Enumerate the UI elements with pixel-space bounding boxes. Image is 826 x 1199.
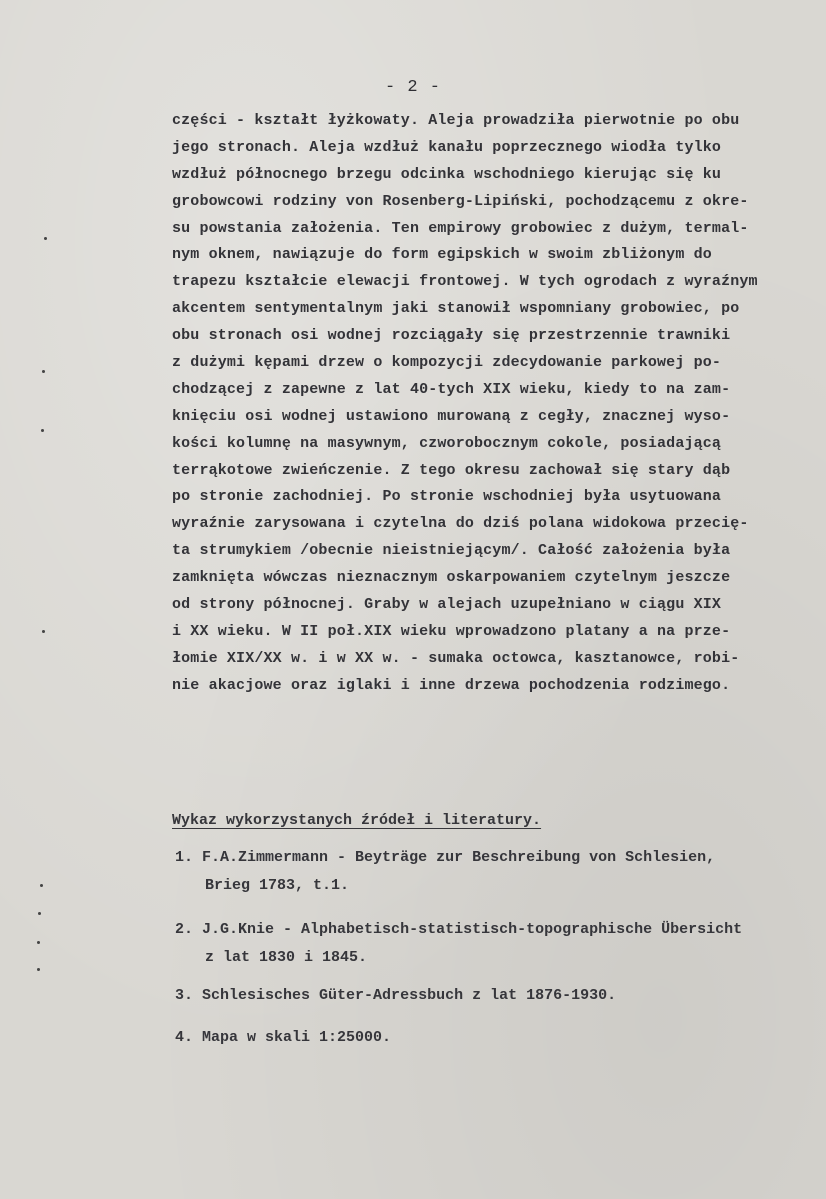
source-text: Schlesisches Güter-Adressbuch z lat 1876-1930. xyxy=(202,987,617,1004)
source-item-1 xyxy=(175,844,820,900)
margin-speck xyxy=(42,370,45,373)
source-item-3 xyxy=(175,982,820,1010)
margin-speck xyxy=(40,884,43,887)
source-item-4 xyxy=(175,1024,820,1052)
source-number: 1. xyxy=(175,849,194,866)
body-line: chodzącej z zapewne z lat 40-tych XIX wieku, kiedy to na zam- xyxy=(172,380,731,398)
source-text-continued: z lat 1830 i 1845. xyxy=(205,949,368,966)
source-text: F.A.Zimmermann - Beyträge zur Beschreibung von Schlesien, xyxy=(202,849,716,866)
margin-speck xyxy=(42,630,45,633)
margin-speck xyxy=(38,912,41,915)
body-line: terrąkotowe zwieńczenie. Z tego okresu zachował się stary dąb xyxy=(172,461,731,479)
body-line: nym oknem, nawiązuje do form egipskich w swoim zbliżonym do xyxy=(172,246,712,264)
source-text: Mapa w skali 1:25000. xyxy=(202,1029,392,1046)
body-line: po stronie zachodniej. Po stronie wschodniej była usytuowana xyxy=(172,488,722,506)
body-line: z dużymi kępami drzew o kompozycji zdecydowanie parkowej po- xyxy=(172,354,722,372)
body-line: części - kształt łyżkowaty. Aleja prowadziła pierwotnie po obu xyxy=(172,112,740,129)
source-text: J.G.Knie - Alphabetisch-statistisch-topographische Übersicht xyxy=(202,921,743,938)
margin-speck xyxy=(41,429,44,432)
body-line: nie akacjowe oraz iglaki i inne drzewa pochodzenia rodzimego. xyxy=(172,676,731,694)
page-number: - 2 - xyxy=(384,78,441,97)
body-line: kości kolumnę na masywnym, czworobocznym cokole, posiadającą xyxy=(172,434,722,452)
margin-speck xyxy=(44,237,47,240)
body-line: grobowcowi rodziny von Rosenberg-Lipiński, pochodzącemu z okre- xyxy=(172,192,749,210)
source-number: 3. xyxy=(175,987,194,1004)
source-number: 2. xyxy=(175,921,194,938)
body-line: zamknięta wówczas nieznacznym oskarpowaniem czytelnym jeszcze xyxy=(172,569,731,587)
body-line: knięciu osi wodnej ustawiono murowaną z cegły, znacznej wyso- xyxy=(172,407,731,425)
body-line: od strony północnej. Graby w alejach uzupełniano w ciągu XIX xyxy=(172,596,722,614)
source-number: 4. xyxy=(175,1029,194,1046)
body-line: su powstania założenia. Ten empirowy grobowiec z dużym, termal- xyxy=(172,219,749,237)
body-line: łomie XIX/XX w. i w XX w. - sumaka octowca, kasztanowce, robi- xyxy=(172,649,740,667)
body-line: ta strumykiem /obecnie nieistniejącym/. Całość założenia była xyxy=(172,542,731,560)
body-line: i XX wieku. W II poł.XIX wieku wprowadzono platany a na prze- xyxy=(172,622,731,640)
margin-speck xyxy=(37,941,40,944)
body-text xyxy=(172,108,812,700)
body-line: obu stronach osi wodnej rozciągały się przestrzennie trawniki xyxy=(172,327,731,345)
body-line: wyraźnie zarysowana i czytelna do dziś polana widokowa przecię- xyxy=(172,515,749,533)
body-line: wzdłuż północnego brzegu odcinka wschodniego kierując się ku xyxy=(172,165,722,183)
margin-speck xyxy=(37,968,40,971)
source-text-continued: Brieg 1783, t.1. xyxy=(205,877,350,894)
sources-heading: Wykaz wykorzystanych źródeł i literatury. xyxy=(172,812,542,829)
body-line: trapezu kształcie elewacji frontowej. W tych ogrodach z wyraźnym xyxy=(172,273,758,291)
source-item-2 xyxy=(175,916,820,972)
body-line: jego stronach. Aleja wzdłuż kanału poprzecznego wiodła tylko xyxy=(172,138,722,156)
body-line: akcentem sentymentalnym jaki stanowił wspomniany grobowiec, po xyxy=(172,300,740,318)
